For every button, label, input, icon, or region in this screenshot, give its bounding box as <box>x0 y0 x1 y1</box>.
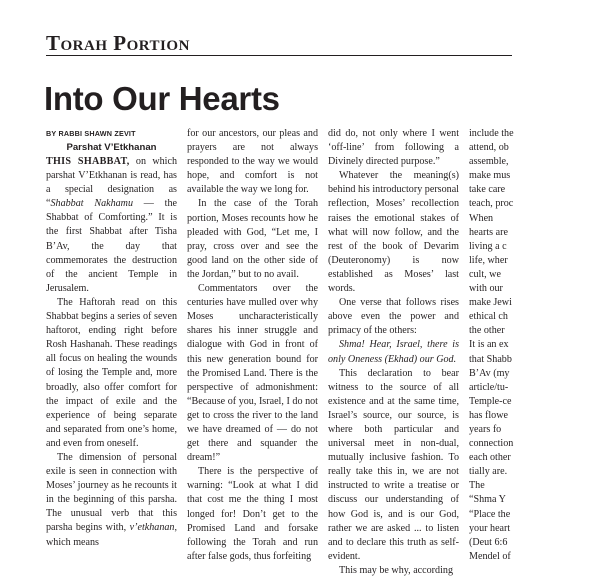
column-line: include the <box>469 128 514 139</box>
paragraph: The Haftorah read on this Shabbat begins a series of seven haftorot, ending right before Rosh Hashanah. These readings all focus on healing the wounds of losing the Temple and, more broadly, also offer comfort for the impact of exile and the experience of being separate and separated from one’s home, and even from oneself. <box>46 296 177 449</box>
column-line: has flowe <box>469 409 508 421</box>
article-column-3 <box>328 127 459 576</box>
shma-verse: Shma! Hear, Israel, there is only Oneness (Ekhad) our God. <box>328 339 459 365</box>
article-column-2 <box>187 127 318 562</box>
article-column-1 <box>46 127 177 548</box>
section-rule <box>46 55 512 56</box>
column-line: with our <box>469 283 503 295</box>
column-line: make mus <box>469 170 511 182</box>
column-line: ethical ch <box>469 311 508 323</box>
article-column-4-cropped <box>469 127 600 562</box>
column-line: Temple-ce <box>469 395 512 407</box>
column-line: that Shabb <box>469 353 512 365</box>
column-line: article/tu- <box>469 381 509 393</box>
paragraph: for our ancestors, our pleas and prayers are not always responded to the way we would hope, and comfort is not available the way we long for. <box>187 128 318 196</box>
column-line: cult, we <box>469 268 501 280</box>
column-line: (Deut 6:6 <box>469 536 508 548</box>
column-line: each other <box>469 452 511 464</box>
paragraph: Commentators over the centuries have mulled over why Moses uncharacteristically shares his inner struggle and dialogue with God in front of this new generation bound for the Promised Land. There is the perspective of admonishment: “Because of you, Israel, I do not get to cross the river to the land we have dreamed of — do not get there and squander the dream!” <box>187 283 318 464</box>
column-line: your heart <box>469 522 511 534</box>
column-line: assemble, <box>469 156 509 168</box>
paragraph: Whatever the meaning(s) behind his introductory personal reflection, Moses’ recollection raises the emotional stakes of what will now follow, and the rest of the book of Devarim (Deuteronomy) is now established as Moses’ last words. <box>328 170 459 295</box>
column-line: years fo <box>469 423 502 435</box>
column-line: make Jewi <box>469 297 512 309</box>
column-line: attend, ob <box>469 142 509 154</box>
column-line: living a c <box>469 240 507 252</box>
paragraph: This declaration to bear witness to the source of all existence and at the same time, Israel’s source, our source, is where both particular and universal meet in non-dual, mutually inclusive fashion. To really take this in, we are not instructed to write a treatise or discuss our understanding of how God is, and is our God, rather we are asked ... to listen and to declare this truth as self-evident. <box>328 367 459 562</box>
column-line: the other <box>469 325 505 337</box>
column-line: connection <box>469 438 514 450</box>
column-line: Mendel of <box>469 550 511 562</box>
section-heading: Torah Portion <box>46 31 190 55</box>
column-line: When <box>469 212 494 224</box>
parsha-subhead: Parshat V’Etkhanan <box>66 142 157 153</box>
paragraph: did do, not only where I went ‘off-line’ from following a Divinely directed purpose.” <box>328 128 459 168</box>
lead-in: THIS SHABBAT, <box>46 156 130 167</box>
column-line: hearts are <box>469 226 508 238</box>
column-line: “Shma Y <box>469 494 506 506</box>
column-line: It is an ex <box>469 339 509 351</box>
paragraph: This may be why, according <box>339 564 453 576</box>
paragraph: One verse that follows rises above even the power and primacy of the others: <box>328 297 459 337</box>
column-line: The <box>469 480 485 492</box>
paragraph: The dimension of personal exile is seen in connection with Moses’ journey as he recounts it in the beginning of this parsha. The unusual verb that this parsha begins with, v’etkhanan, which means <box>46 451 177 548</box>
column-line: take care <box>469 184 506 196</box>
column-line: tially are. <box>469 466 508 478</box>
article-headline: Into Our Hearts <box>44 80 280 117</box>
paragraph: In the case of the Torah portion, Moses recounts how he pleaded with God, “Let me, I pray, cross over and see the good land on the other side of the Jordan,” but to no avail. <box>187 198 318 280</box>
column-line: life, wher <box>469 254 508 266</box>
column-line: “Place the <box>469 508 511 520</box>
paragraph: There is the perspective of warning: “Look at what I did that cost me the thing I most longed for! Don’t get to the Promised Land and forsake following the Torah and run after false gods, thus forfeiting <box>187 466 318 562</box>
column-line: teach, proc <box>469 198 514 210</box>
column-line: B’Av (my <box>469 367 510 379</box>
byline: BY RABBI SHAWN ZEVIT <box>46 129 136 138</box>
paragraph: THIS SHABBAT, on which parshat V’Etkhanan is read, has a special designation as “Shabbat Nakhamu — the Shabbat of Comforting.” It is the first Shabbat after Tisha B’Av, the day that commemorates the destruction of the ancient Temple in Jerusalem. <box>46 156 177 294</box>
